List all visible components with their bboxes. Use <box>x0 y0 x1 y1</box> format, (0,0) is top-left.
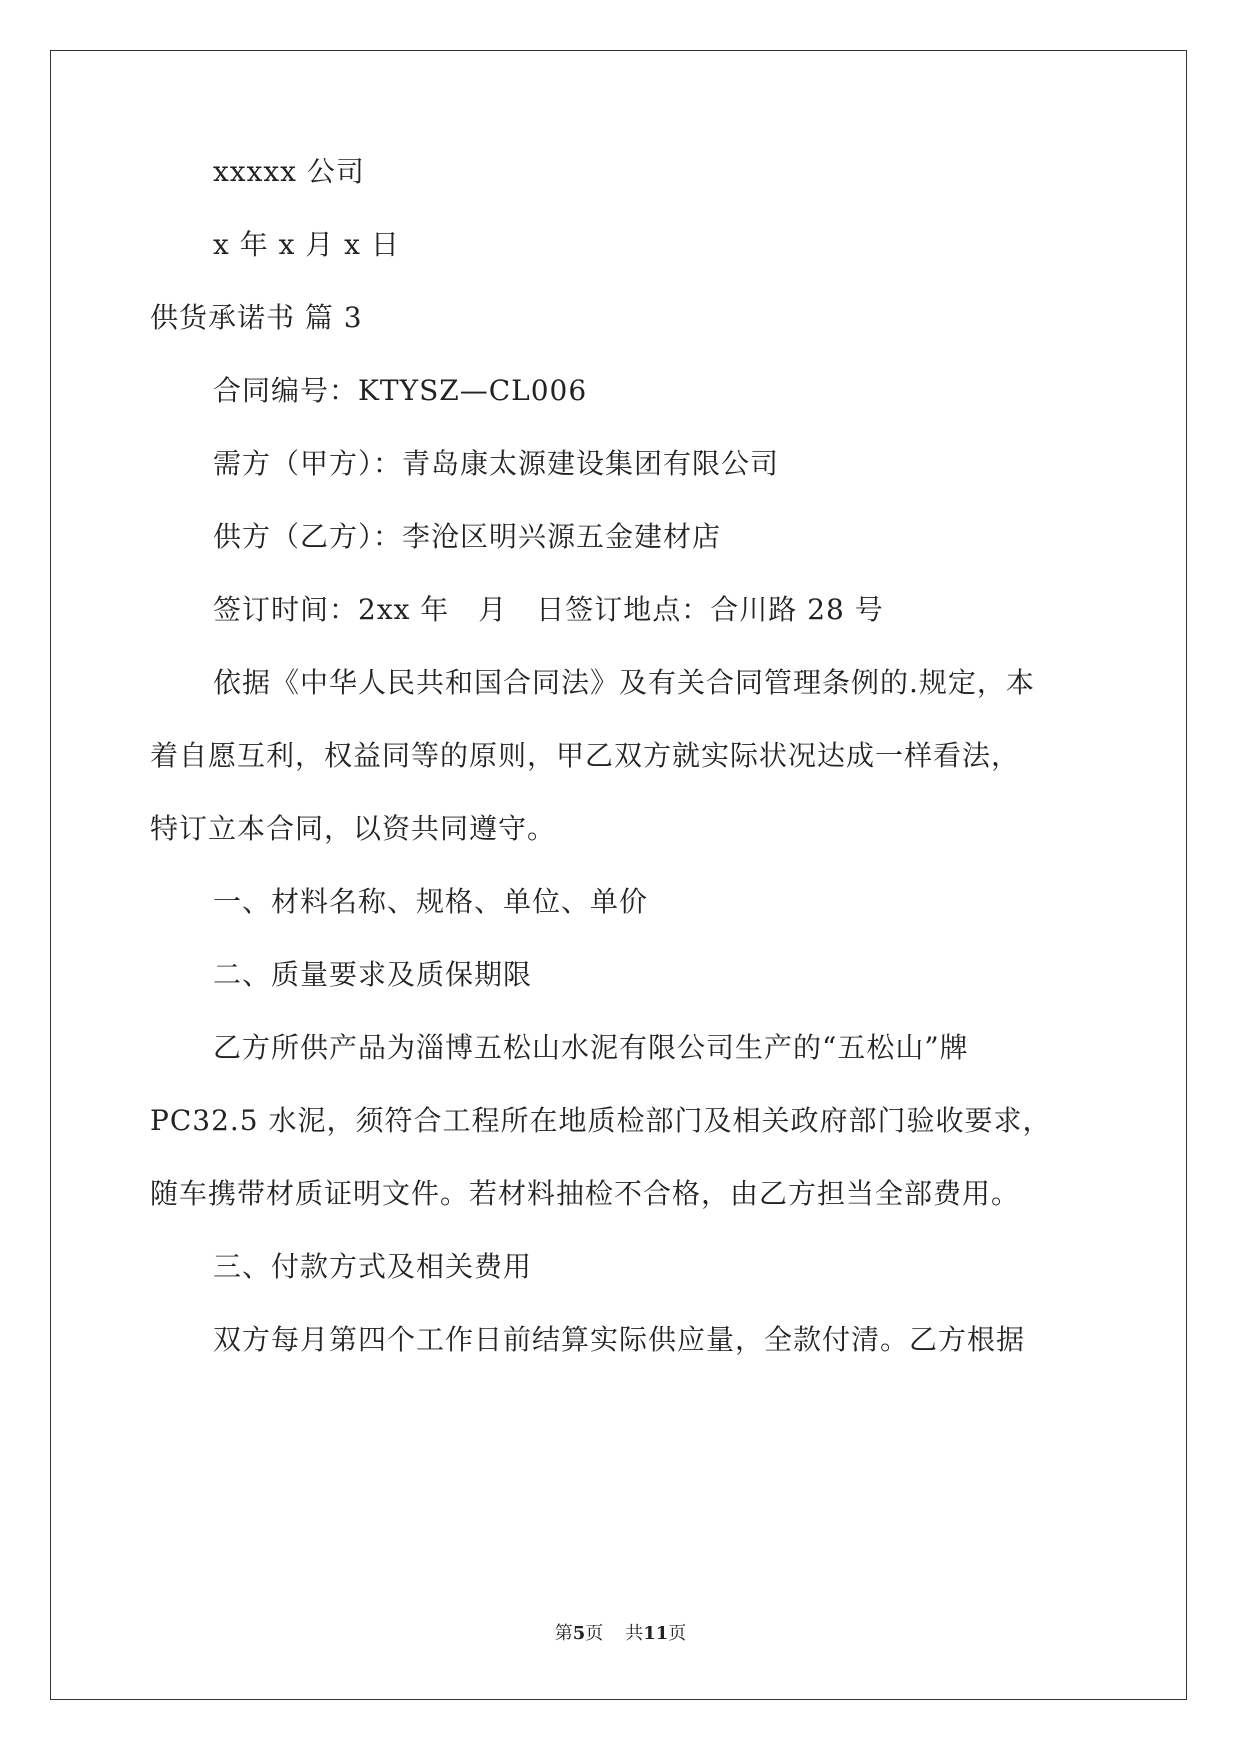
paragraph-line: 双方每月第四个工作日前结算实际供应量，全款付清。乙方根据 <box>213 1323 1026 1356</box>
paragraph-line: 随车携带材质证明文件。若材料抽检不合格，由乙方担当全部费用。 <box>150 1177 1021 1210</box>
total-pages-number: 11 <box>643 1623 669 1644</box>
paragraph-line: 特订立本合同，以资共同遵守。 <box>150 812 557 845</box>
paragraph-line: PC32.5 水泥，须符合工程所在地质检部门及相关政府部门验收要求， <box>150 1104 1052 1137</box>
signature-date: x 年 x 月 x 日 <box>213 228 400 261</box>
footer-total-prefix: 共 <box>625 1623 644 1644</box>
signing-info: 签订时间：2xx 年 月 日签订地点：合川路 28 号 <box>213 593 884 626</box>
clause-heading: 三、付款方式及相关费用 <box>213 1250 533 1283</box>
contract-number: 合同编号：KTYSZ—CL006 <box>213 374 588 407</box>
page-footer <box>0 1622 1241 1646</box>
paragraph-line: 乙方所供产品为淄博五松山水泥有限公司生产的“五松山”牌 <box>213 1031 969 1064</box>
supplier-party: 供方（乙方）：李沧区明兴源五金建材店 <box>213 520 722 553</box>
current-page-number: 5 <box>572 1623 586 1644</box>
paragraph-line: 着自愿互利，权益同等的原则，甲乙双方就实际状况达成一样看法， <box>150 739 1021 772</box>
footer-prefix: 第 <box>554 1623 573 1644</box>
footer-total-suffix: 页 <box>668 1623 687 1644</box>
clause-heading: 一、材料名称、规格、单位、单价 <box>213 885 649 918</box>
section-heading: 供货承诺书 篇 3 <box>150 301 363 334</box>
buyer-party: 需方（甲方）：青岛康太源建设集团有限公司 <box>213 447 780 480</box>
footer-page-suffix: 页 <box>585 1623 604 1644</box>
paragraph-line: 依据《中华人民共和国合同法》及有关合同管理条例的.规定，本 <box>213 666 1035 699</box>
clause-heading: 二、质量要求及质保期限 <box>213 958 533 991</box>
company-signature: xxxxx 公司 <box>213 155 365 188</box>
